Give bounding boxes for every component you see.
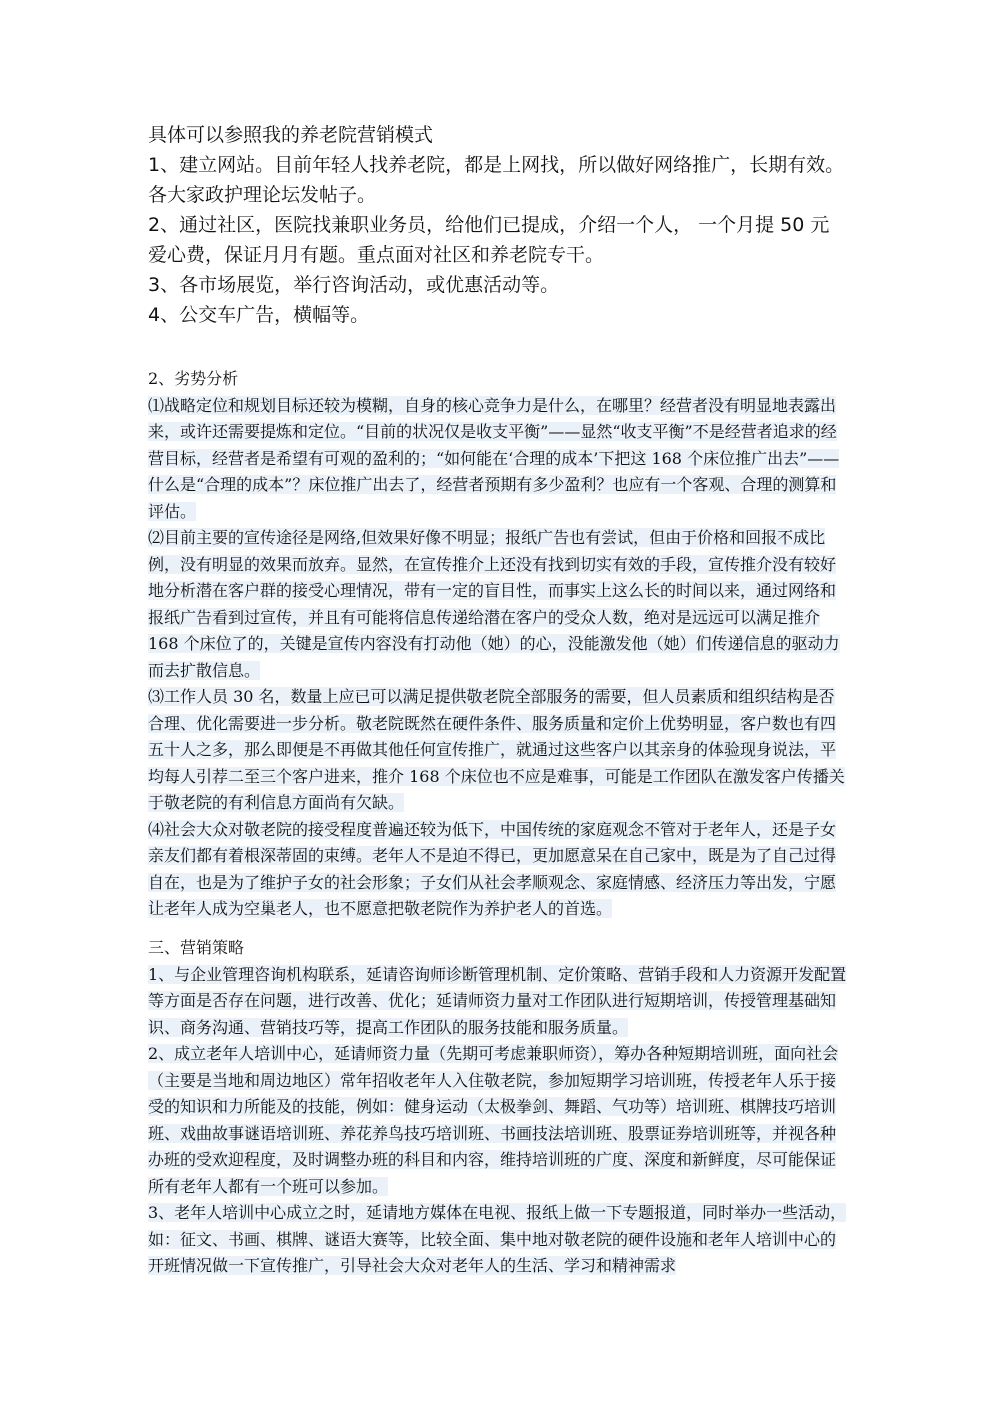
strategy-paragraph-3 xyxy=(148,1200,848,1280)
paragraph-text: 3、老年人培训中心成立之时，延请地方媒体在电视、报纸上做一下专题报道，同时举办一些活动，如：征文、书画、棋牌、谜语大赛等，比较全面、集中地对敬老院的硬件设施和老年人培训中心的开班情况做一下宣传推广，引导社会大众对老年人的生活、学习和精神需求 xyxy=(148,1203,847,1275)
intro-section xyxy=(148,120,848,330)
paragraph-text: ⑵目前主要的宣传途径是网络,但效果好像不明显；报纸广告也有尝试，但由于价格和回报不成比例，没有明显的效果而放弃。显然，在宣传推介上还没有找到切实有效的手段，宣传推介没有较好地分析潜在客户群的接受心理情况，带有一定的盲目性，而事实上这么长的时间以来，通过网络和报纸广告看到过宣传，并且有可能将信息传递给潜在客户的受众人数，绝对是远远可以满足推介 168 个床位了的，关键是宣传内容没有打动他（她）的心，没能激发他（她）们传递信息的驱动力而去扩散信息。 xyxy=(148,528,840,680)
paragraph-text: 1、与企业管理咨询机构联系，延请咨询师诊断管理机制、定价策略、营销手段和人力资源开发配置等方面是否存在问题，进行改善、优化；延请师资力量对工作团队进行短期培训，传授管理基础知识、商务沟通、营销技巧等，提高工作团队的服务技能和服务质量。 xyxy=(148,964,847,1037)
paragraph-text: ⑷社会大众对敬老院的接受程度普遍还较为低下，中国传统的家庭观念不管对于老年人，还是子女亲友们都有着根深蒂固的束缚。老年人不是迫不得已，更加愿意呆在自己家中，既是为了自己过得自在，也是为了维护子女的社会形象；子女们从社会孝顺观念、家庭情感、经济压力等出发，宁愿让老年人成为空巢老人，也不愿意把敬老院作为养护老人的首选。 xyxy=(148,819,837,918)
analysis-paragraph-2 xyxy=(148,525,848,684)
intro-item-2: 2、通过社区，医院找兼职业务员，给他们已提成，介绍一个人， 一个月提 50 元爱心费，保证月月有题。重点面对社区和养老院专干。 xyxy=(148,214,830,266)
intro-item-1: 1、建立网站。目前年轻人找养老院，都是上网找，所以做好网络推广，长期有效。各大家政护理论坛发帖子。 xyxy=(148,154,845,206)
paragraph-text: 2、成立老年人培训中心，延请师资力量（先期可考虑兼职师资），筹办各种短期培训班，面向社会（主要是当地和周边地区）常年招收老年人入住敬老院，参加短期学习培训班，传授老年人乐于接受的知识和力所能及的技能，例如：健身运动（太极拳剑、舞蹈、气功等）培训班、棋牌技巧培训班、戏曲故事谜语培训班、养花养鸟技巧培训班、书画技法培训班、股票证券培训班等，并视各种办班的受欢迎程度，及时调整办班的科目和内容，维持培训班的广度、深度和新鲜度，尽可能保证所有老年人都有一个班可以参加。 xyxy=(148,1044,839,1196)
strategy-paragraph-1 xyxy=(148,962,848,1042)
marketing-strategy-section xyxy=(148,935,848,1280)
paragraph-text: ⑴战略定位和规划目标还较为模糊，自身的核心竞争力是什么，在哪里？经营者没有明显地表露出来，或许还需要提炼和定位。“目前的状况仅是收支平衡”——显然“收支平衡”不是经营者追求的经营目标，经营者是希望有可观的盈利的；“如何能在‘合理的成本’下把这 168 个床位推广出去”——什么是“合理的成本”？床位推广出去了，经营者预期有多少盈利？也应有一个客观、合理的测算和评估。 xyxy=(148,395,840,521)
intro-item-3: 3、各市场展览，举行咨询活动，或优惠活动等。 xyxy=(148,274,560,296)
strategy-paragraph-2 xyxy=(148,1041,848,1200)
intro-item-4: 4、公交车广告，横幅等。 xyxy=(148,304,370,326)
paragraph-text: ⑶工作人员 30 名，数量上应已可以满足提供敬老院全部服务的需要，但人员素质和组织结构是否合理、优化需要进一步分析。敬老院既然在硬件条件、服务质量和定价上优势明显，客户数也有四五十人之多，那么即便是不再做其他任何宣传推广，就通过这些客户以其亲身的体验现身说法，平均每人引荐二至三个客户进来，推介 168 个床位也不应是难事，可能是工作团队在激发客户传播关于敬老院的有利信息方面尚有欠缺。 xyxy=(148,687,845,812)
intro-title: 具体可以参照我的养老院营销模式 xyxy=(148,124,434,146)
weakness-analysis-section xyxy=(148,366,848,923)
heading-text: 三、营销策略 xyxy=(148,938,245,957)
analysis-paragraph-3 xyxy=(148,684,848,817)
heading-text: 2、劣势分析 xyxy=(148,369,239,388)
section-heading-strategy xyxy=(148,935,848,962)
analysis-paragraph-4 xyxy=(148,817,848,923)
analysis-paragraph-1 xyxy=(148,393,848,526)
section-heading-weakness xyxy=(148,366,848,393)
